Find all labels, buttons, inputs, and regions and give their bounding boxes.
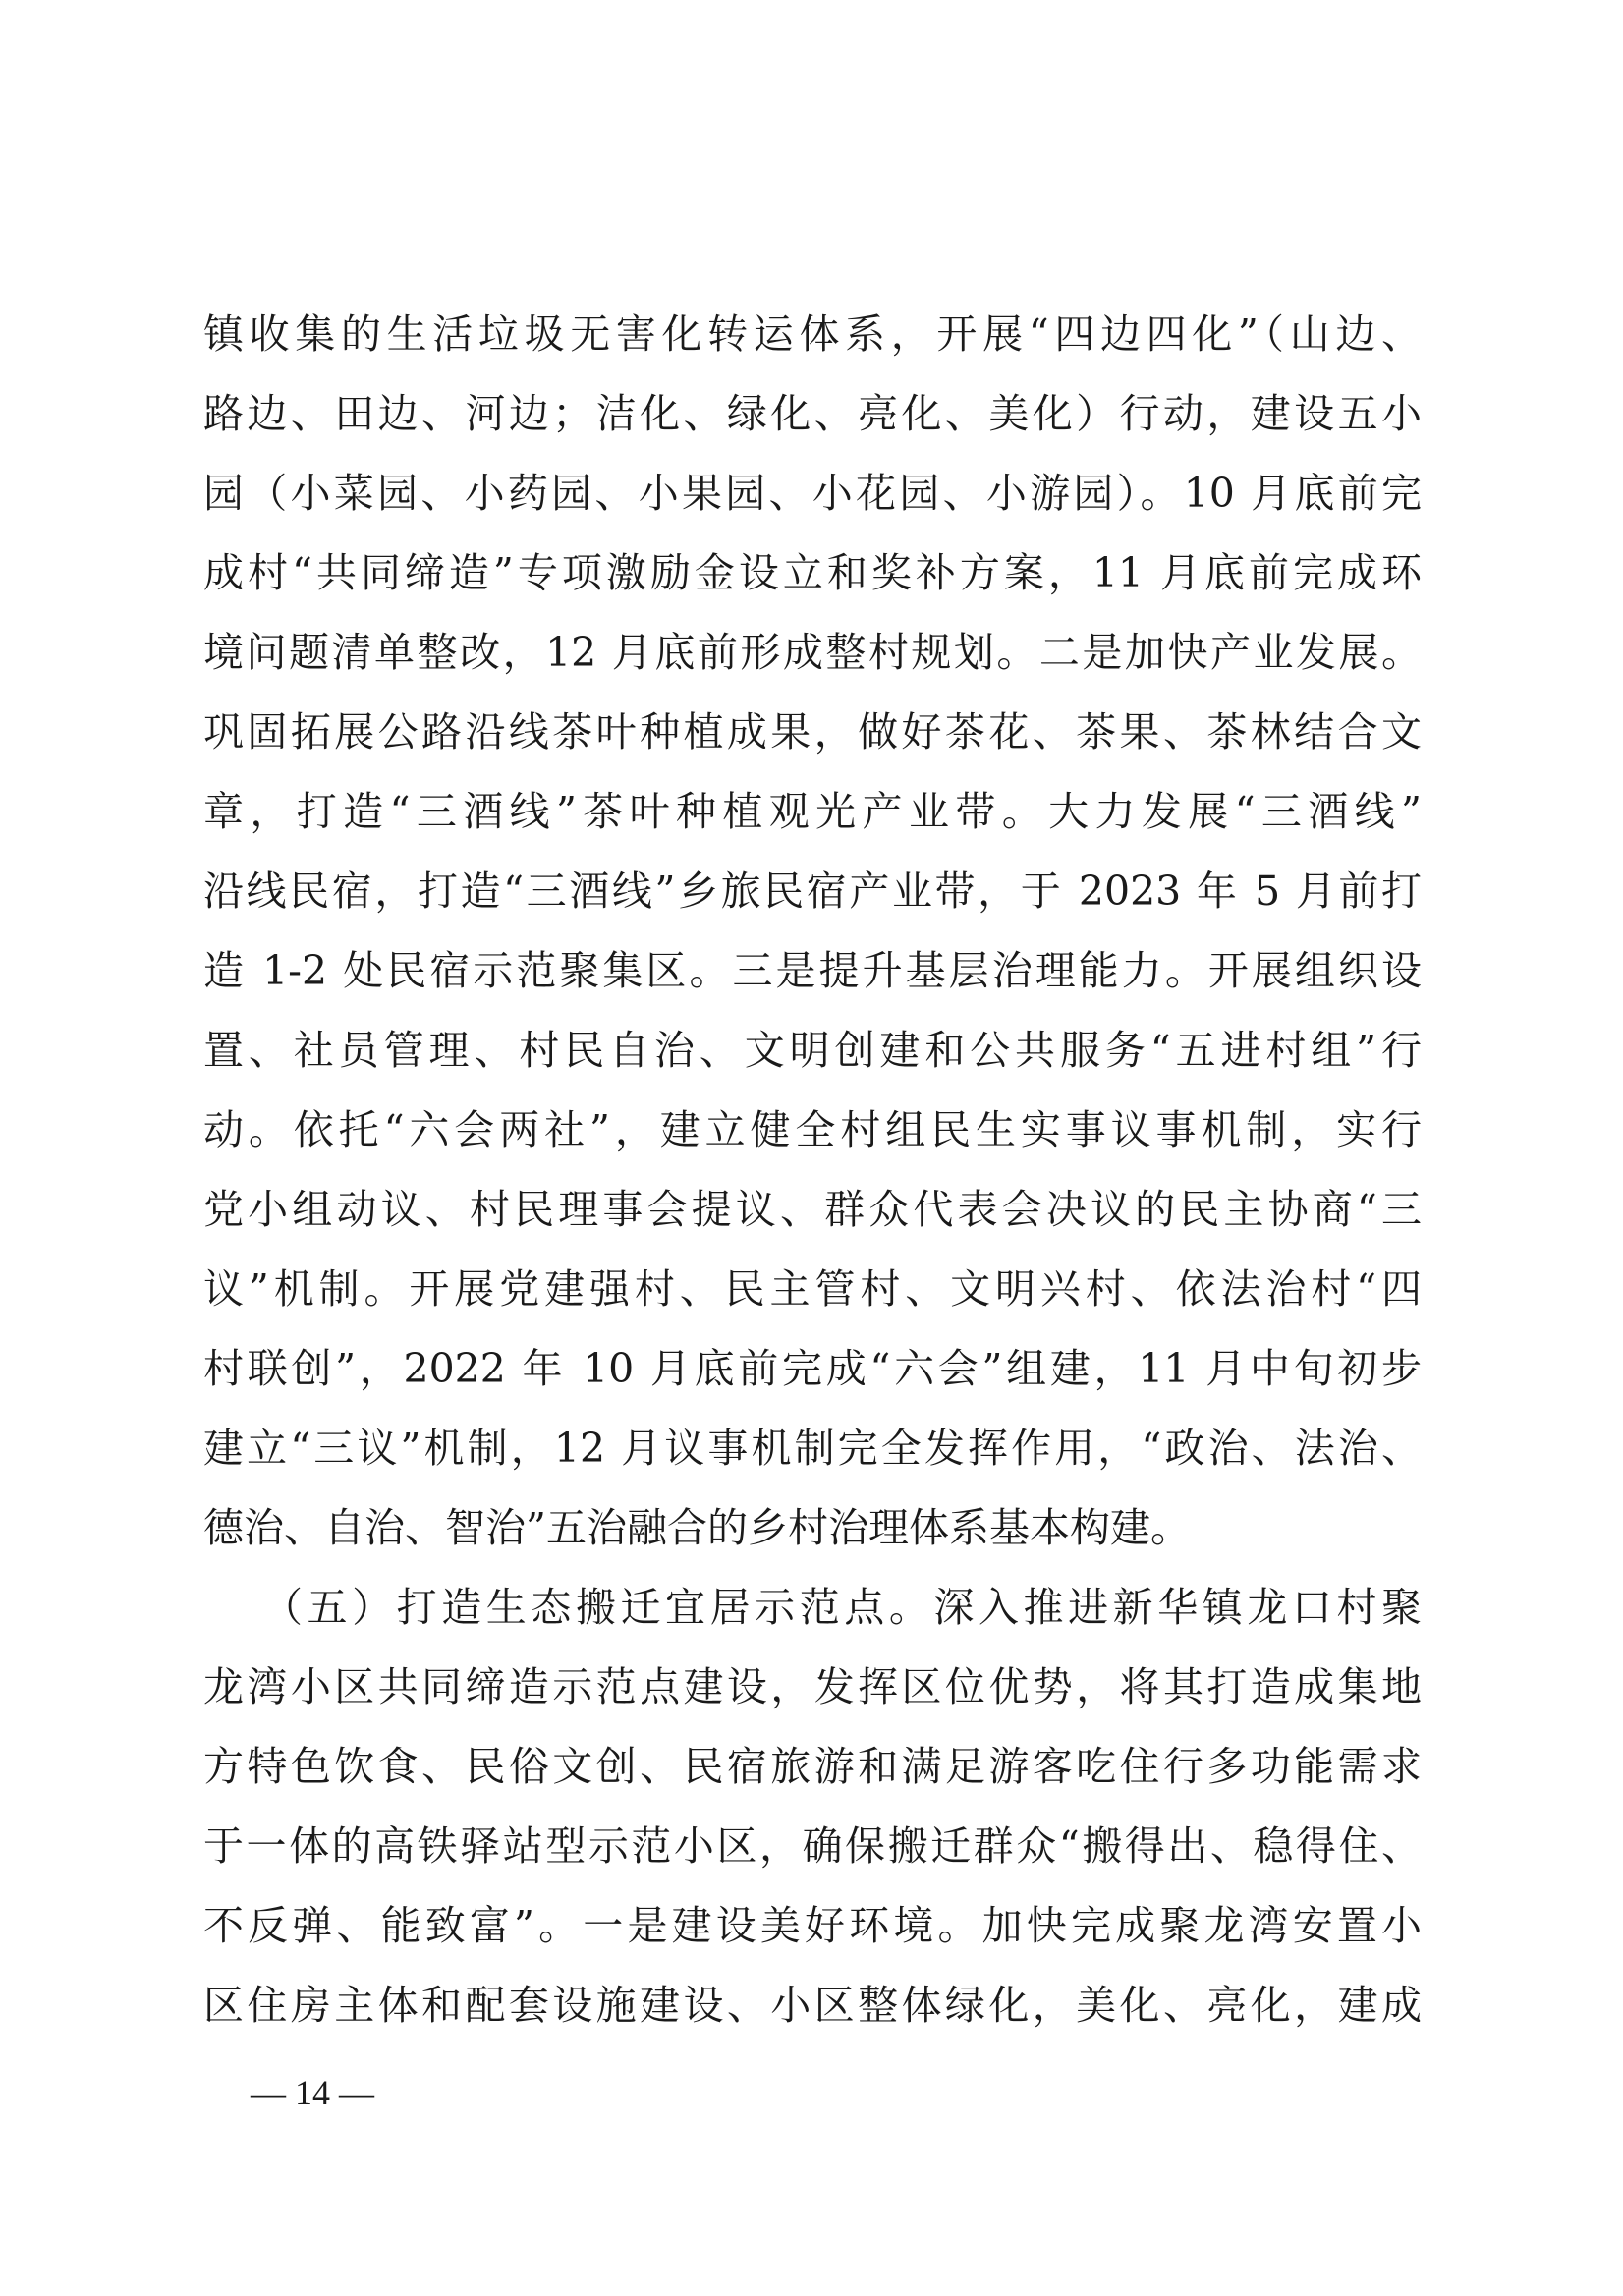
text-line: 境问题清单整改，12 月底前形成整村规划。二是加快产业发展。: [203, 629, 1422, 676]
text-line: 党小组动议、村民理事会提议、群众代表会决议的民主协商“三: [203, 1186, 1422, 1233]
page-number: — 14 —: [251, 2073, 374, 2112]
text-line: 章，打造“三酒线”茶叶种植观光产业带。大力发展“三酒线”: [203, 788, 1422, 835]
text-line: 造 1-2 处民宿示范聚集区。三是提升基层治理能力。开展组织设: [203, 947, 1422, 994]
text-line: 村联创”，2022 年 10 月底前完成“六会”组建，11 月中旬初步: [203, 1345, 1422, 1392]
text-line: 方特色饮食、民俗文创、民宿旅游和满足游客吃住行多功能需求: [203, 1743, 1422, 1790]
text-line: 于一体的高铁驿站型示范小区，确保搬迁群众“搬得出、稳得住、: [203, 1822, 1422, 1870]
text-line: 园（小菜园、小药园、小果园、小花园、小游园）。10 月底前完: [203, 470, 1422, 517]
text-line: 议”机制。开展党建强村、民主管村、文明兴村、依法治村“四: [203, 1265, 1422, 1313]
text-line: 龙湾小区共同缔造示范点建设，发挥区位优势，将其打造成集地: [203, 1663, 1422, 1710]
text-line: 建立“三议”机制，12 月议事机制完全发挥作用，“政治、法治、: [203, 1425, 1422, 1472]
text-line: 置、社员管理、村民自治、文明创建和公共服务“五进村组”行: [203, 1027, 1422, 1074]
body-text: [203, 295, 1422, 2045]
text-line: 沿线民宿，打造“三酒线”乡旅民宿产业带，于 2023 年 5 月前打: [203, 868, 1422, 915]
text-line: 德治、自治、智治”五治融合的乡村治理体系基本构建。: [203, 1504, 1191, 1551]
section-heading-line: （五）打造生态搬迁宜居示范点。深入推进新华镇龙口村聚: [262, 1584, 1422, 1631]
text-line: 路边、田边、河边；洁化、绿化、亮化、美化）行动，建设五小: [203, 390, 1422, 437]
text-line: 巩固拓展公路沿线茶叶种植成果，做好茶花、茶果、茶林结合文: [203, 708, 1422, 756]
text-line: 区住房主体和配套设施建设、小区整体绿化，美化、亮化，建成: [203, 1982, 1422, 2029]
text-line: 镇收集的生活垃圾无害化转运体系，开展“四边四化”（山边、: [203, 310, 1422, 358]
text-line: 动。依托“六会两社”，建立健全村组民生实事议事机制，实行: [203, 1106, 1422, 1153]
text-line: 成村“共同缔造”专项激励金设立和奖补方案，11 月底前完成环: [203, 549, 1422, 596]
text-line: 不反弹、能致富”。一是建设美好环境。加快完成聚龙湾安置小: [203, 1902, 1422, 1949]
